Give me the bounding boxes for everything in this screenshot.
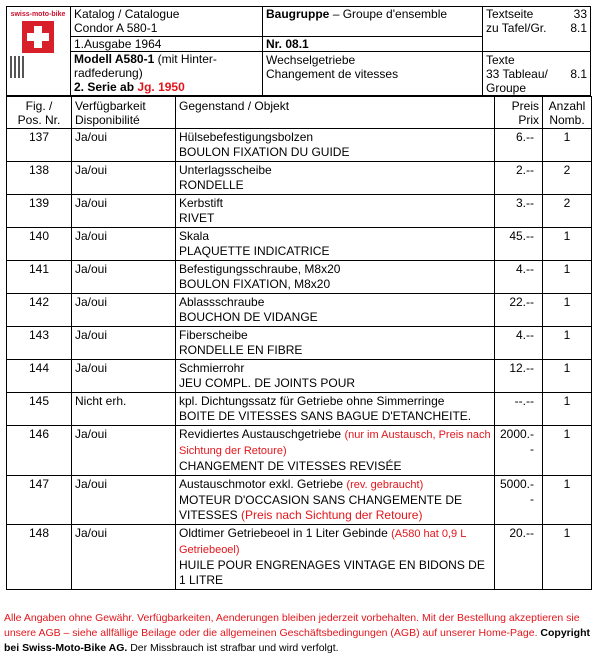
row-quantity: 1	[543, 476, 592, 525]
footer-note: Alle Angaben ohne Gewähr. Verfügbarkeiten, Aenderungen bleiben jederzeit vorbehalten. Mit der Bestellung akzeptieren sie unsere AGB – siehe allfällige Beilage oder die allgemeinen Geschäftsbedingungen (AGB) auf unserer Home-Page.	[4, 612, 580, 639]
row-price: 2.--	[495, 162, 543, 195]
group-name-de: Wechselgetriebe	[266, 53, 356, 67]
row-object-de: Kerbstift	[179, 196, 224, 210]
row-quantity: 1	[543, 360, 592, 393]
row-position: 141	[7, 261, 72, 294]
row-position: 137	[7, 129, 72, 162]
row-object-fr: BOUCHON DE VIDANGE	[179, 310, 318, 324]
col-price-header: Preis Prix	[495, 97, 543, 129]
row-availability: Ja/oui	[72, 426, 176, 476]
row-object-fr-note: (Preis nach Sichtung der Retoure)	[241, 508, 423, 522]
row-quantity: 1	[543, 294, 592, 327]
row-availability: Ja/oui	[72, 129, 176, 162]
row-availability: Ja/oui	[72, 294, 176, 327]
group-name-fr: Changement de vitesses	[266, 67, 399, 81]
row-object-fr: RONDELLE	[179, 178, 244, 192]
catalogue-header	[6, 6, 591, 96]
group-label: Baugruppe	[266, 7, 330, 21]
row-availability: Ja/oui	[72, 195, 176, 228]
row-object-de: Fiberscheibe	[179, 328, 248, 342]
col-availability-header: Verfügbarkeit Disponibilité	[72, 97, 176, 129]
footer-tail: Der Missbrauch ist strafbar und wird verfolgt.	[130, 642, 339, 654]
row-availability: Ja/oui	[72, 360, 176, 393]
model-detail: (mit Hinter-radfederung)	[74, 52, 217, 80]
table-row	[7, 294, 592, 327]
row-object-fr: BOULON FIXATION, M8x20	[179, 277, 331, 291]
row-quantity: 1	[543, 327, 592, 360]
row-object	[176, 294, 495, 327]
group-number: Nr. 08.1	[266, 37, 309, 51]
model-name: Modell A580-1	[74, 52, 155, 66]
row-availability: Ja/oui	[72, 525, 176, 590]
row-object-fr: PLAQUETTE INDICATRICE	[179, 244, 330, 258]
row-object-de: Revidiertes Austauschgetriebe (nur im Austausch, Preis nach Sichtung der Retoure)	[179, 427, 491, 457]
row-object-note: (rev. gebraucht)	[346, 479, 424, 491]
table-row	[7, 525, 592, 590]
row-object-note: (nur im Austausch, Preis nach Sichtung der Retoure)	[179, 429, 491, 457]
table-row	[7, 195, 592, 228]
row-quantity: 1	[543, 525, 592, 590]
row-object	[176, 129, 495, 162]
row-position: 143	[7, 327, 72, 360]
row-object	[176, 393, 495, 426]
row-price: 22.--	[495, 294, 543, 327]
textseite-label: Textseite	[486, 7, 534, 21]
row-object-de: Unterlagsscheibe	[179, 163, 272, 177]
row-availability: Ja/oui	[72, 162, 176, 195]
row-price: 12.--	[495, 360, 543, 393]
row-position: 147	[7, 476, 72, 525]
footer-copyright: Copyright bei Swiss-Moto-Bike AG.	[4, 627, 590, 654]
row-availability: Ja/oui	[72, 327, 176, 360]
row-availability: Ja/oui	[72, 261, 176, 294]
row-position: 140	[7, 228, 72, 261]
row-object	[176, 327, 495, 360]
edition: 1.Ausgabe 1964	[74, 37, 162, 51]
row-object	[176, 261, 495, 294]
row-object	[176, 476, 495, 525]
table-row	[7, 129, 592, 162]
row-quantity: 1	[543, 426, 592, 476]
row-position: 146	[7, 426, 72, 476]
row-availability: Nicht erh.	[72, 393, 176, 426]
texte-info	[486, 53, 587, 95]
table-row	[7, 360, 592, 393]
row-price: --.--	[495, 393, 543, 426]
parts-list-table	[6, 96, 592, 590]
textseite-value: 33	[573, 7, 587, 21]
swiss-cross-icon	[22, 21, 54, 53]
row-object-fr: BOULON FIXATION DU GUIDE	[179, 145, 350, 159]
column-header-row	[7, 97, 592, 129]
row-object-note: (A580 hat 0,9 L Getriebeoel)	[179, 528, 466, 556]
row-object-de: Hülsebefestigungsbolzen	[179, 130, 314, 144]
row-object	[176, 426, 495, 476]
row-price: 4.--	[495, 261, 543, 294]
row-object-de: Befestigungsschraube, M8x20	[179, 262, 341, 276]
row-price: 5000.--	[495, 476, 543, 525]
row-object-fr: HUILE POUR ENGRENAGES VINTAGE EN BIDONS DE 1 LITRE	[179, 558, 485, 587]
row-object-de: Schmierrohr	[179, 361, 245, 375]
footer-disclaimer	[4, 611, 592, 656]
row-price: 2000.--	[495, 426, 543, 476]
row-quantity: 1	[543, 261, 592, 294]
row-availability: Ja/oui	[72, 476, 176, 525]
row-object	[176, 228, 495, 261]
row-availability: Ja/oui	[72, 228, 176, 261]
swiss-moto-bike-logo	[10, 10, 66, 53]
catalogue-label: Katalog / Catalogue	[74, 7, 180, 21]
row-position: 139	[7, 195, 72, 228]
row-object-fr: RONDELLE EN FIBRE	[179, 343, 303, 357]
row-object-fr: MOTEUR D'OCCASION SANS CHANGEMENTE DE VITESSES (Preis nach Sichtung der Retoure)	[179, 493, 462, 522]
row-price: 45.--	[495, 228, 543, 261]
row-object-fr: CHANGEMENT DE VITESSES REVISÉE	[179, 459, 402, 473]
col-qty-header: Anzahl Nomb.	[543, 97, 592, 129]
row-position: 144	[7, 360, 72, 393]
parts-list	[6, 96, 591, 590]
row-object-de: Ablassschraube	[179, 295, 265, 309]
logo-brand-text: swiss-moto-bike	[10, 11, 66, 18]
row-position: 142	[7, 294, 72, 327]
tableau-value: 8.1	[570, 67, 587, 81]
row-object-de: Austauschmotor exkl. Getriebe (rev. gebraucht)	[179, 477, 424, 491]
row-object	[176, 162, 495, 195]
catalogue-name: Condor A 580-1	[74, 21, 158, 35]
group-label-fr: – Groupe d'ensemble	[332, 7, 448, 21]
row-quantity: 1	[543, 129, 592, 162]
barcode-stripes-icon	[10, 56, 24, 78]
row-object-de: Skala	[179, 229, 210, 243]
text-page-info	[486, 7, 587, 35]
row-price: 6.--	[495, 129, 543, 162]
table-row	[7, 228, 592, 261]
row-position: 145	[7, 393, 72, 426]
table-row	[7, 327, 592, 360]
row-quantity: 2	[543, 162, 592, 195]
row-quantity: 1	[543, 228, 592, 261]
row-position: 148	[7, 525, 72, 590]
row-price: 20.--	[495, 525, 543, 590]
tafel-value: 8.1	[570, 21, 587, 35]
catalogue-info	[74, 7, 179, 35]
tableau-label: 33 Tableau/	[486, 67, 548, 81]
row-object-fr: BOITE DE VITESSES SANS BAGUE D'ETANCHEITE.	[179, 409, 472, 423]
col-pos-header: Fig. / Pos. Nr.	[7, 97, 72, 129]
row-object	[176, 195, 495, 228]
row-price: 4.--	[495, 327, 543, 360]
row-position: 138	[7, 162, 72, 195]
row-object-fr: JEU COMPL. DE JOINTS POUR	[179, 376, 356, 390]
group-title	[266, 7, 447, 21]
tafel-label: zu Tafel/Gr.	[486, 21, 547, 35]
row-quantity: 2	[543, 195, 592, 228]
model-info	[74, 52, 260, 94]
col-object-header: Gegenstand / Objekt	[176, 97, 495, 129]
row-object-fr: RIVET	[179, 211, 215, 225]
row-price: 3.--	[495, 195, 543, 228]
row-object-de: Oldtimer Getriebeoel in 1 Liter Gebinde (A580 hat 0,9 L Getriebeoel)	[179, 526, 466, 556]
row-quantity: 1	[543, 393, 592, 426]
texte-label: Texte	[486, 53, 515, 67]
row-object	[176, 525, 495, 590]
table-row	[7, 476, 592, 525]
row-object-de: kpl. Dichtungssatz für Getriebe ohne Simmerringe	[179, 394, 445, 408]
series-prefix: 2. Serie ab	[74, 80, 135, 94]
table-row	[7, 261, 592, 294]
table-row	[7, 426, 592, 476]
group-names	[266, 53, 398, 81]
table-row	[7, 162, 592, 195]
table-row	[7, 393, 592, 426]
row-object	[176, 360, 495, 393]
series-year: Jg. 1950	[137, 80, 185, 94]
groupe-label: Groupe	[486, 81, 527, 95]
